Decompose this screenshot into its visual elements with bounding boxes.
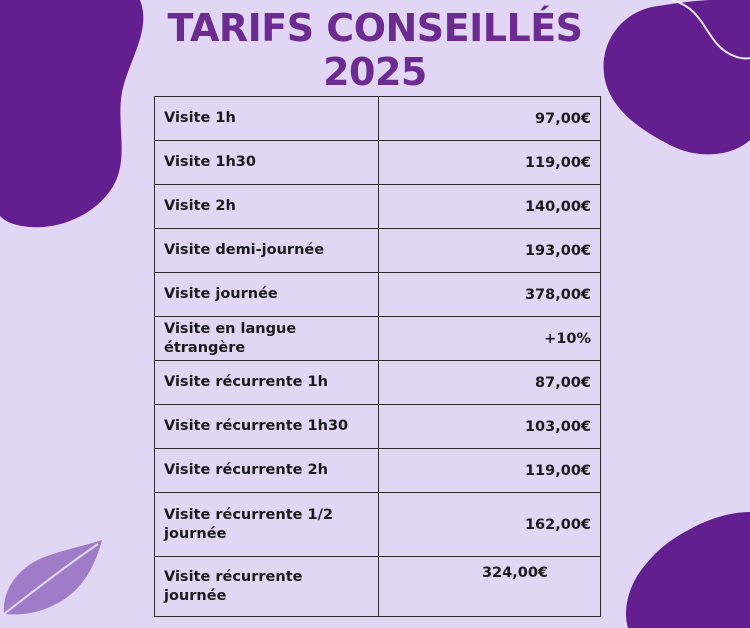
row-label: Visite 1h <box>155 97 379 141</box>
row-price: 193,00€ <box>379 229 601 273</box>
row-label: Visite récurrente 1/2 journée <box>155 493 379 557</box>
table-row <box>155 361 601 405</box>
row-price: +10% <box>379 317 601 361</box>
table-row <box>155 405 601 449</box>
title-line-2: 2025 <box>323 50 427 94</box>
table-row <box>155 97 601 141</box>
table-row <box>155 141 601 185</box>
table-row <box>155 449 601 493</box>
table-row <box>155 273 601 317</box>
row-price: 87,00€ <box>379 361 601 405</box>
table-row <box>155 317 601 361</box>
table-row <box>155 229 601 273</box>
row-price: 140,00€ <box>379 185 601 229</box>
row-label: Visite 1h30 <box>155 141 379 185</box>
row-label: Visite 2h <box>155 185 379 229</box>
price-table <box>154 96 601 617</box>
table-row <box>155 493 601 557</box>
row-label: Visite récurrente 1h30 <box>155 405 379 449</box>
row-price: 119,00€ <box>379 449 601 493</box>
table-row <box>155 557 601 617</box>
title-line-1: TARIFS CONSEILLÉS <box>167 6 583 50</box>
row-price: 324,00€ <box>379 557 601 617</box>
bottom-right-blob <box>620 512 750 628</box>
row-price: 97,00€ <box>379 97 601 141</box>
row-label: Visite récurrente 2h <box>155 449 379 493</box>
row-price: 162,00€ <box>379 493 601 557</box>
leaf-icon <box>0 538 106 618</box>
row-label: Visite récurrente 1h <box>155 361 379 405</box>
row-price: 119,00€ <box>379 141 601 185</box>
page-title <box>0 6 750 94</box>
row-label: Visite journée <box>155 273 379 317</box>
table-row <box>155 185 601 229</box>
row-label: Visite récurrente journée <box>155 557 379 617</box>
row-price: 103,00€ <box>379 405 601 449</box>
row-label: Visite demi-journée <box>155 229 379 273</box>
row-label: Visite en langue étrangère <box>155 317 379 361</box>
row-price: 378,00€ <box>379 273 601 317</box>
